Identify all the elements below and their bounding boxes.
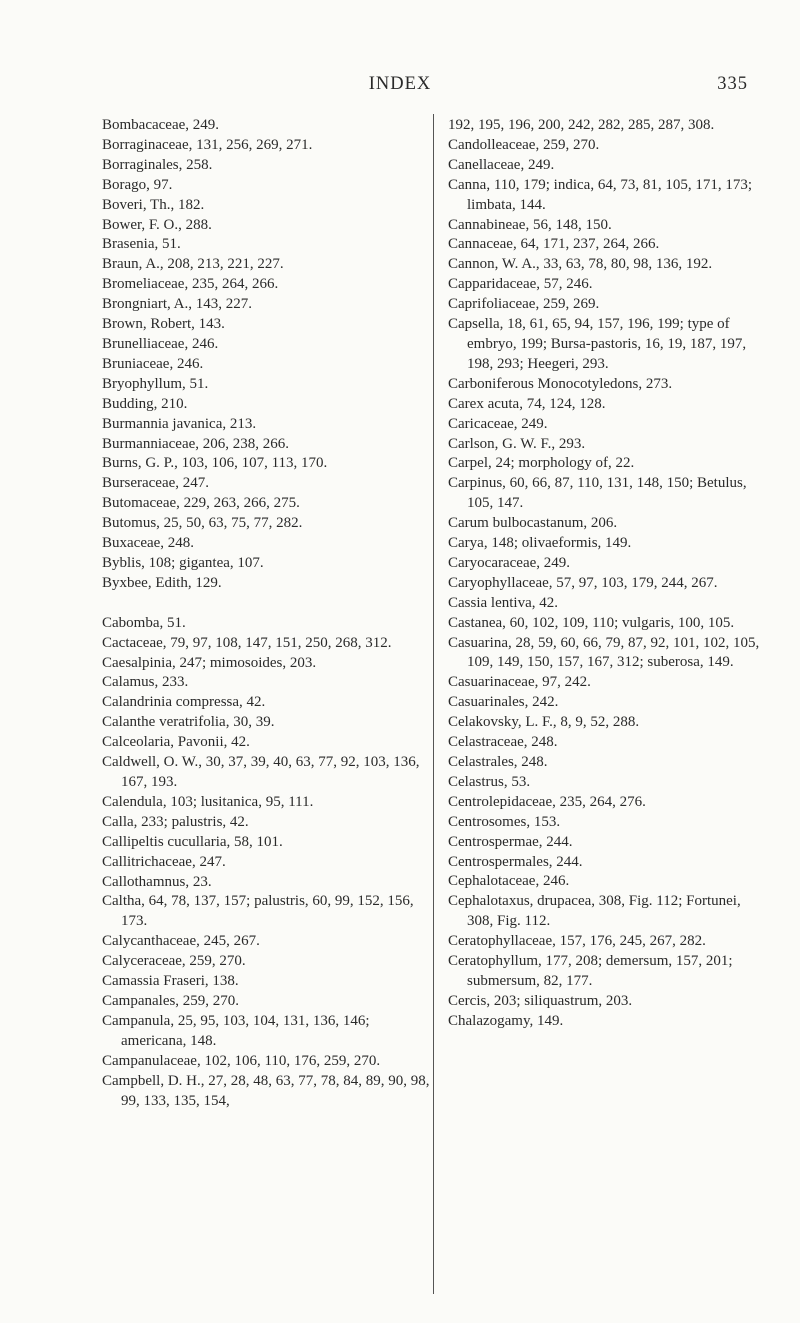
- index-entry: Caryophyllaceae, 57, 97, 103, 179, 244, 267.: [448, 574, 718, 591]
- index-entry: Carum bulbocastanum, 206.: [448, 515, 618, 532]
- index-entry: Canna, 110, 179; indica, 64, 73, 81, 105, 171, 173; limbata, 144.: [448, 176, 752, 213]
- index-entry: Braun, A., 208, 213, 221, 227.: [102, 256, 284, 273]
- index-entry: Byxbee, Edith, 129.: [102, 574, 222, 591]
- index-entry: Castanea, 60, 102, 109, 110; vulgaris, 100, 105.: [448, 614, 735, 631]
- index-entry: Ceratophyllaceae, 157, 176, 245, 267, 282.: [448, 933, 706, 950]
- index-entry: Caltha, 64, 78, 137, 157; palustris, 60, 99, 152, 156, 173.: [102, 893, 414, 930]
- index-entry: Burseraceae, 247.: [102, 475, 210, 492]
- index-entry: Butomus, 25, 50, 63, 75, 77, 282.: [102, 515, 303, 532]
- index-entry: Centrosomes, 153.: [448, 813, 561, 830]
- index-entry: 192, 195, 196, 200, 242, 282, 285, 287, 308.: [448, 117, 715, 133]
- index-entry: Burmanniaceae, 206, 238, 266.: [102, 435, 290, 452]
- index-entry: Buxaceae, 248.: [102, 535, 195, 552]
- index-entry: Camassia Fraseri, 138.: [102, 973, 239, 990]
- index-entry: Celakovsky, L. F., 8, 9, 52, 288.: [448, 714, 640, 731]
- index-entry: Bryophyllum, 51.: [102, 375, 209, 392]
- index-entry: Borraginaceae, 131, 256, 269, 271.: [102, 136, 313, 153]
- index-entry: Cannabineae, 56, 148, 150.: [448, 216, 612, 233]
- index-entry: Bromeliaceae, 235, 264, 266.: [102, 276, 279, 293]
- index-entry: Calycanthaceae, 245, 267.: [102, 933, 260, 950]
- index-column-right: [448, 116, 766, 1032]
- index-entry: Carpinus, 60, 66, 87, 110, 131, 148, 150; Betulus, 105, 147.: [448, 475, 747, 512]
- index-entry: Brongniart, A., 143, 227.: [102, 296, 252, 313]
- index-entry: Carex acuta, 74, 124, 128.: [448, 395, 606, 412]
- index-entry: Caldwell, O. W., 30, 37, 39, 40, 63, 77, 92, 103, 136, 167, 193.: [102, 754, 420, 790]
- index-entry: Caryocaraceae, 249.: [448, 554, 571, 571]
- index-entry: Calyceraceae, 259, 270.: [102, 953, 246, 970]
- index-entry: Carboniferous Monocotyledons, 273.: [448, 375, 673, 392]
- index-entry: Burns, G. P., 103, 106, 107, 113, 170.: [102, 455, 328, 472]
- index-entry: Brasenia, 51.: [102, 236, 181, 253]
- index-entry: Bombacaceae, 249.: [102, 117, 220, 133]
- index-entry: Calanthe veratrifolia, 30, 39.: [102, 714, 275, 731]
- index-entry: Casuarinales, 242.: [448, 694, 559, 711]
- index-entry: Boveri, Th., 182.: [102, 196, 205, 213]
- index-entry: Borraginales, 258.: [102, 156, 213, 173]
- index-entry: Brunelliaceae, 246.: [102, 335, 219, 352]
- index-entry: Caricaceae, 249.: [448, 415, 548, 432]
- index-entry: Cephalotaceae, 246.: [448, 873, 570, 890]
- index-entry: Caprifoliaceae, 259, 269.: [448, 296, 600, 313]
- index-entry: Carya, 148; olivaeformis, 149.: [448, 535, 632, 552]
- index-entry: Celastraceae, 248.: [448, 734, 558, 751]
- index-entry: Butomaceae, 229, 263, 266, 275.: [102, 495, 300, 512]
- index-entry: Cephalotaxus, drupacea, 308, Fig. 112; Fortunei, 308, Fig. 112.: [448, 893, 741, 930]
- index-entry: Cercis, 203; siliquastrum, 203.: [448, 992, 633, 1009]
- index-entry: Cannon, W. A., 33, 63, 78, 80, 98, 136, 192.: [448, 256, 713, 273]
- index-entry: Calendula, 103; lusitanica, 95, 111.: [102, 793, 314, 810]
- page-number: 335: [717, 74, 748, 94]
- index-entry: Centrospermales, 244.: [448, 853, 583, 870]
- index-entry: Calandrinia compressa, 42.: [102, 694, 266, 711]
- index-entry: Casuarinaceae, 97, 242.: [448, 674, 591, 691]
- index-entry: Calceolaria, Pavonii, 42.: [102, 734, 250, 751]
- page-title: INDEX: [368, 74, 432, 94]
- index-entry: Calla, 233; palustris, 42.: [102, 813, 249, 830]
- index-entry: Calamus, 233.: [102, 674, 189, 691]
- index-entry: Byblis, 108; gigantea, 107.: [102, 554, 264, 571]
- index-entry: Cactaceae, 79, 97, 108, 147, 151, 250, 268, 312.: [102, 634, 392, 651]
- index-entry: Caesalpinia, 247; mimosoides, 203.: [102, 654, 317, 671]
- index-entry: Callitrichaceae, 247.: [102, 853, 226, 870]
- running-head: [0, 74, 800, 102]
- index-column-left: [102, 116, 432, 1111]
- index-entry: Centrospermae, 244.: [448, 833, 573, 850]
- index-entry: Capparidaceae, 57, 246.: [448, 276, 593, 293]
- column-divider: [433, 114, 434, 1294]
- index-entry: Cannaceae, 64, 171, 237, 264, 266.: [448, 236, 660, 253]
- index-entry: Casuarina, 28, 59, 60, 66, 79, 87, 92, 101, 102, 105, 109, 149, 150, 157, 167, 312; suberosa, 149.: [448, 634, 760, 671]
- index-entry: Celastrales, 248.: [448, 754, 548, 770]
- index-entry: Canellaceae, 249.: [448, 156, 555, 173]
- index-entry: Bruniaceae, 246.: [102, 355, 204, 372]
- index-entry: Burmannia javanica, 213.: [102, 415, 257, 432]
- index-entry: Campanula, 25, 95, 103, 104, 131, 136, 146; americana, 148.: [102, 1012, 370, 1049]
- index-entry: Ceratophyllum, 177, 208; demersum, 157, 201; submersum, 82, 177.: [448, 953, 733, 989]
- index-entry: Celastrus, 53.: [448, 773, 531, 790]
- index-entry: Candolleaceae, 259, 270.: [448, 136, 600, 153]
- index-entry: Budding, 210.: [102, 395, 188, 412]
- index-entry: Chalazogamy, 149.: [448, 1012, 564, 1029]
- index-entry: Carlson, G. W. F., 293.: [448, 435, 586, 452]
- index-entry: Callothamnus, 23.: [102, 873, 212, 890]
- index-entry: Centrolepidaceae, 235, 264, 276.: [448, 793, 646, 810]
- index-entry: Bower, F. O., 288.: [102, 216, 212, 233]
- index-entry: Campbell, D. H., 27, 28, 48, 63, 77, 78, 84, 89, 90, 98, 99, 133, 135, 154,: [102, 1072, 430, 1109]
- index-entry: Cassia lentiva, 42.: [448, 594, 558, 611]
- index-entry: Borago, 97.: [102, 176, 173, 193]
- index-entry: Capsella, 18, 61, 65, 94, 157, 196, 199; type of embryo, 199; Bursa-pastoris, 16, 19, 187, 197, 198, 293; Heegeri, 293.: [448, 316, 747, 372]
- index-entry: Callipeltis cucullaria, 58, 101.: [102, 833, 283, 850]
- index-entry: Cabomba, 51.: [102, 614, 186, 631]
- index-entry: Brown, Robert, 143.: [102, 316, 225, 333]
- index-entry: Campanales, 259, 270.: [102, 992, 240, 1009]
- index-entry: Carpel, 24; morphology of, 22.: [448, 455, 635, 472]
- index-entry: Campanulaceae, 102, 106, 110, 176, 259, 270.: [102, 1052, 381, 1069]
